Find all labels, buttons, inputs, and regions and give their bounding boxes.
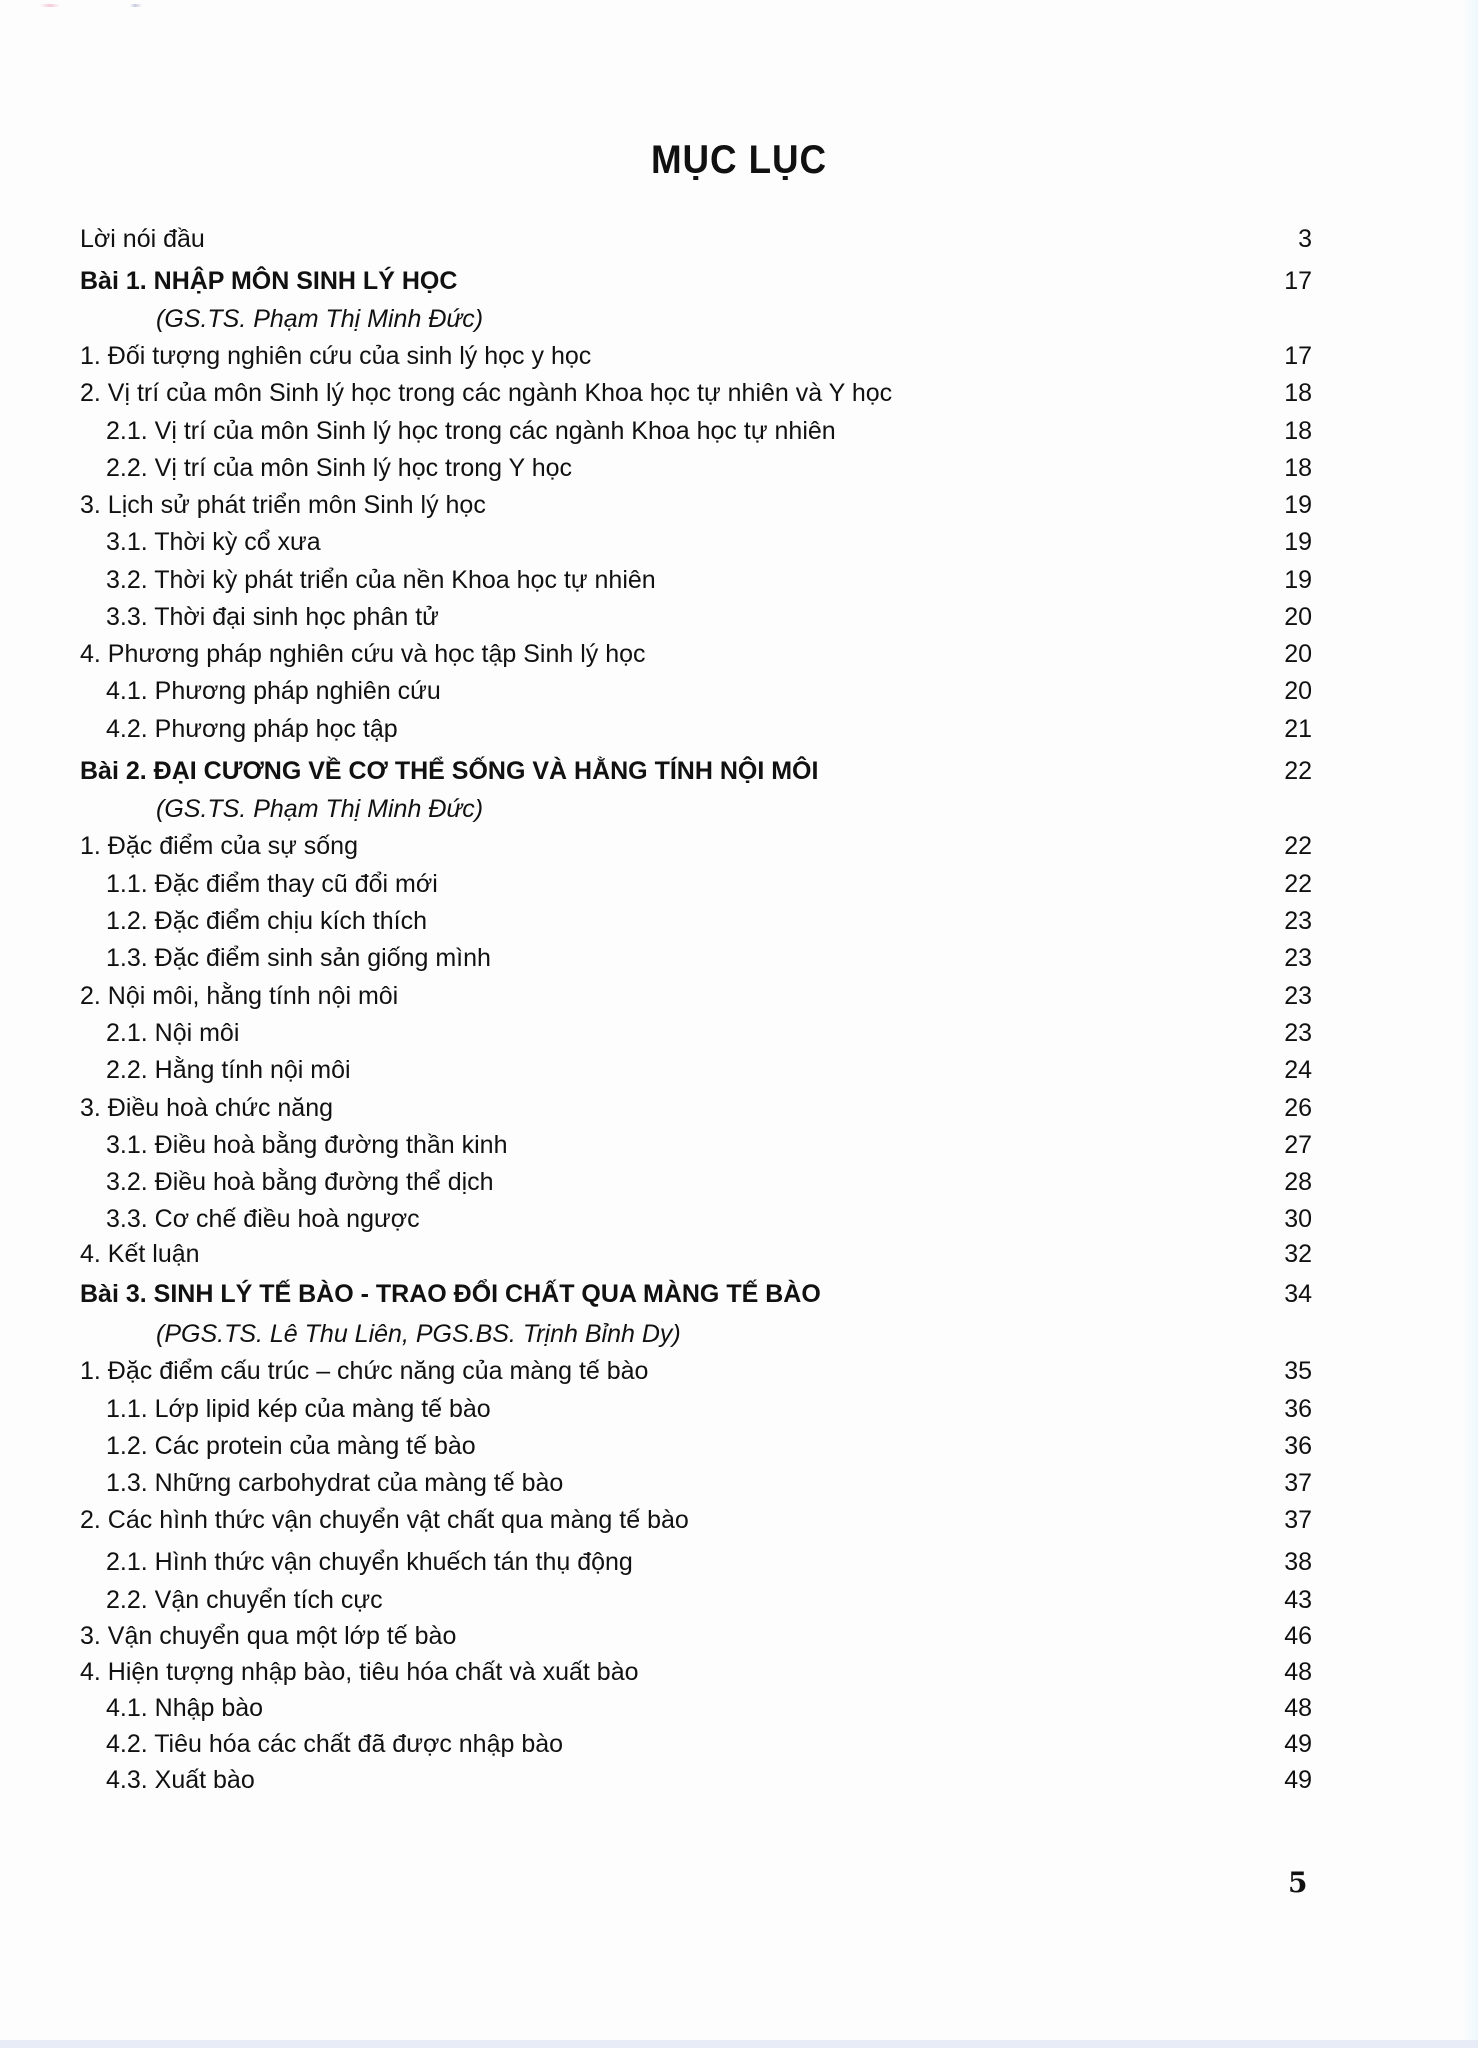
toc-entry-label: 3. Điều hoà chức năng <box>80 1094 334 1122</box>
toc-entry-label: 2.2. Vận chuyển tích cực <box>106 1586 383 1614</box>
toc-entry-page: 48 <box>1284 1694 1312 1722</box>
toc-entry-page: 18 <box>1284 379 1312 407</box>
toc-entry <box>0 1466 1478 1500</box>
toc-entry <box>0 1016 1478 1050</box>
toc-entry <box>0 1691 1478 1725</box>
toc-entry <box>0 451 1478 485</box>
toc-entry-page: 37 <box>1284 1469 1312 1497</box>
toc-entry <box>0 1429 1478 1463</box>
toc-entry <box>0 600 1478 634</box>
toc-entry-page: 17 <box>1284 267 1312 295</box>
toc-entry-label: 4. Kết luận <box>80 1240 200 1268</box>
toc-entry-page: 3 <box>1298 225 1312 253</box>
toc-entry-label: 3. Vận chuyển qua một lớp tế bào <box>80 1622 457 1650</box>
toc-entry-label: 3.2. Điều hoà bằng đường thể dịch <box>106 1168 494 1196</box>
toc-entry-label: 2.2. Vị trí của môn Sinh lý học trong Y học <box>106 454 573 482</box>
toc-entry-page: 23 <box>1284 907 1312 935</box>
toc-entry-page: 35 <box>1284 1357 1312 1385</box>
toc-entry-page: 43 <box>1284 1586 1312 1614</box>
toc-entry-label: 1.3. Đặc điểm sinh sản giống mình <box>106 944 491 972</box>
toc-entry-page: 49 <box>1284 1766 1312 1794</box>
toc-chapter <box>0 264 1478 298</box>
toc-entry-label: 3.2. Thời kỳ phát triển của nền Khoa học tự nhiên <box>106 566 656 594</box>
toc-entry <box>0 1545 1478 1579</box>
toc-entry <box>0 1053 1478 1087</box>
toc-entry <box>0 941 1478 975</box>
toc-entry-label: 3. Lịch sử phát triển môn Sinh lý học <box>80 491 486 519</box>
toc-entry <box>0 525 1478 559</box>
toc-entry-label: 1.1. Lớp lipid kép của màng tế bào <box>106 1395 491 1423</box>
toc-entry <box>0 488 1478 522</box>
toc-entry-label: Bài 3. SINH LÝ TẾ BÀO - TRAO ĐỔI CHẤT QUA MÀNG TẾ BÀO <box>80 1280 821 1308</box>
toc-entry-page: 19 <box>1284 528 1312 556</box>
toc-entry-label: Bài 2. ĐẠI CƯƠNG VỀ CƠ THỂ SỐNG VÀ HẰNG TÍNH NỘI MÔI <box>80 757 819 785</box>
toc-entry-label: 4.1. Phương pháp nghiên cứu <box>106 677 441 705</box>
toc-entry-label: 2. Nội môi, hằng tính nội môi <box>80 982 399 1010</box>
toc-entry <box>0 222 1478 256</box>
page-title: MỤC LỤC <box>650 138 828 182</box>
toc-entry-label: 4.3. Xuất bào <box>106 1766 255 1794</box>
toc-entry-page: 18 <box>1284 417 1312 445</box>
toc-entry-label: 1.1. Đặc điểm thay cũ đổi mới <box>106 870 438 898</box>
toc-entry <box>0 1763 1478 1797</box>
toc-entry-page: 46 <box>1284 1622 1312 1650</box>
toc-author <box>0 302 1478 336</box>
toc-entry-page: 36 <box>1284 1395 1312 1423</box>
toc-entry-page: 19 <box>1284 566 1312 594</box>
toc-entry-label: 2.1. Vị trí của môn Sinh lý học trong các ngành Khoa học tự nhiên <box>106 417 836 445</box>
toc-entry-label: 1. Đặc điểm của sự sống <box>80 832 358 860</box>
toc-entry-page: 23 <box>1284 944 1312 972</box>
toc-entry-page: 37 <box>1284 1506 1312 1534</box>
toc-author <box>0 1317 1478 1351</box>
toc-chapter <box>0 1277 1478 1311</box>
toc-entry-label: 4.1. Nhập bào <box>106 1694 264 1722</box>
toc-entry-label: 1. Đối tượng nghiên cứu của sinh lý học y học <box>80 342 592 370</box>
toc-entry <box>0 637 1478 671</box>
toc-entry-page: 30 <box>1284 1205 1312 1233</box>
toc-entry-label: 2. Các hình thức vận chuyển vật chất qua màng tế bào <box>80 1506 689 1534</box>
toc-entry <box>0 1619 1478 1653</box>
toc-entry-page: 23 <box>1284 1019 1312 1047</box>
toc-entry <box>0 339 1478 373</box>
toc-entry-page: 22 <box>1284 832 1312 860</box>
toc-entry <box>0 829 1478 863</box>
toc-entry-page: 23 <box>1284 982 1312 1010</box>
toc-entry-label: 3.3. Thời đại sinh học phân tử <box>106 603 439 631</box>
toc-entry-page: 28 <box>1284 1168 1312 1196</box>
toc-entry-label: 2. Vị trí của môn Sinh lý học trong các ngành Khoa học tự nhiên và Y học <box>80 379 893 407</box>
toc-entry-page: 21 <box>1284 715 1312 743</box>
toc-entry-label: 2.1. Hình thức vận chuyển khuếch tán thụ động <box>106 1548 633 1576</box>
toc-entry <box>0 1237 1478 1271</box>
scan-artifact-marks <box>40 4 500 7</box>
toc-entry-label: 1.3. Những carbohydrat của màng tế bào <box>106 1469 564 1497</box>
toc-entry-label: 1.2. Đặc điểm chịu kích thích <box>106 907 427 935</box>
toc-entry <box>0 674 1478 708</box>
toc-entry-label: 2.2. Hằng tính nội môi <box>106 1056 351 1084</box>
toc-entry <box>0 979 1478 1013</box>
toc-entry-page: 34 <box>1284 1280 1312 1308</box>
toc-entry <box>0 904 1478 938</box>
toc-chapter <box>0 754 1478 788</box>
toc-entry <box>0 1128 1478 1162</box>
toc-entry-label: 2.1. Nội môi <box>106 1019 240 1047</box>
toc-entry <box>0 867 1478 901</box>
toc-entry-page: 24 <box>1284 1056 1312 1084</box>
toc-entry-label: 3.1. Điều hoà bằng đường thần kinh <box>106 1131 508 1159</box>
toc-entry-page: 27 <box>1284 1131 1312 1159</box>
toc-entry <box>0 414 1478 448</box>
toc-entry-label: (GS.TS. Phạm Thị Minh Đức) <box>156 305 484 333</box>
toc-entry-label: 4.2. Tiêu hóa các chất đã được nhập bào <box>106 1730 564 1758</box>
toc-entry <box>0 1091 1478 1125</box>
toc-entry <box>0 376 1478 410</box>
toc-entry-label: 3.3. Cơ chế điều hoà ngược <box>106 1205 420 1233</box>
scan-edge-bottom <box>0 2040 1478 2048</box>
toc-entry-page: 38 <box>1284 1548 1312 1576</box>
toc-entry-page: 36 <box>1284 1432 1312 1460</box>
toc-entry-label: 4. Phương pháp nghiên cứu và học tập Sinh lý học <box>80 640 646 668</box>
toc-entry <box>0 1165 1478 1199</box>
toc-entry <box>0 1503 1478 1537</box>
toc-entry-page: 20 <box>1284 677 1312 705</box>
toc-entry-label: 3.1. Thời kỳ cổ xưa <box>106 528 321 556</box>
toc-entry <box>0 1354 1478 1388</box>
toc-entry <box>0 1655 1478 1689</box>
toc-entry-label: (GS.TS. Phạm Thị Minh Đức) <box>156 795 484 823</box>
toc-author <box>0 792 1478 826</box>
toc-entry <box>0 1727 1478 1761</box>
toc-entry-page: 32 <box>1284 1240 1312 1268</box>
toc-entry-label: (PGS.TS. Lê Thu Liên, PGS.BS. Trịnh Bỉnh Dy) <box>156 1320 681 1348</box>
page-number: 5 <box>1288 1866 1308 1899</box>
toc-entry-page: 22 <box>1284 870 1312 898</box>
toc-entry-label: 4.2. Phương pháp học tập <box>106 715 398 743</box>
toc-entry <box>0 563 1478 597</box>
toc-entry <box>0 1202 1478 1236</box>
toc-entry-page: 26 <box>1284 1094 1312 1122</box>
toc-entry-label: 4. Hiện tượng nhập bào, tiêu hóa chất và xuất bào <box>80 1658 639 1686</box>
toc-entry-label: Bài 1. NHẬP MÔN SINH LÝ HỌC <box>80 267 458 295</box>
toc-entry-page: 17 <box>1284 342 1312 370</box>
toc-entry-page: 19 <box>1284 491 1312 519</box>
toc-entry-label: 1.2. Các protein của màng tế bào <box>106 1432 476 1460</box>
toc-entry <box>0 1583 1478 1617</box>
toc-entry-label: 1. Đặc điểm cấu trúc – chức năng của màng tế bào <box>80 1357 649 1385</box>
toc-entry-page: 48 <box>1284 1658 1312 1686</box>
toc-entry-page: 20 <box>1284 603 1312 631</box>
toc-entry <box>0 1392 1478 1426</box>
toc-entry-page: 22 <box>1284 757 1312 785</box>
toc-entry <box>0 712 1478 746</box>
toc-entry-page: 18 <box>1284 454 1312 482</box>
toc-entry-page: 20 <box>1284 640 1312 668</box>
toc-entry-page: 49 <box>1284 1730 1312 1758</box>
toc-entry-label: Lời nói đầu <box>80 225 205 253</box>
